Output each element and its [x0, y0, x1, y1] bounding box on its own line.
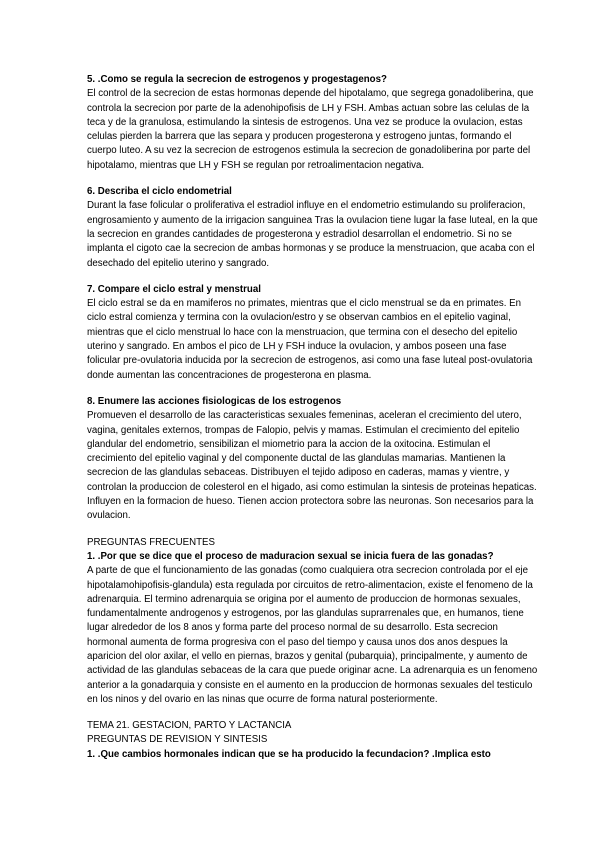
- question-8-answer: Promueven el desarrollo de las caracteristicas sexuales femeninas, aceleran el crecimiento del utero, vagina, genitales externos, trompas de Falopio, pelvis y mamas. Estimulan el crecimiento del epitelio glandular del endometrio, sensibilizan el miometrio para la accion de la oxitocina. Estimulan el crecimiento del epitelio vaginal y del componente ductal de las glandulas mamarias. Mantienen la secrecion de las glandulas sebaceas. Distribuyen el tejido adiposo en caderas, mamas y vientre, y controlan la produccion de colesterol en el higado, asi como estimulan la sintesis de proteinas hepaticas. Influyen en la formacion de hueso. Tienen accion protectora sobre las neuronas. Son necesarios para la ovulacion.: [87, 410, 537, 522]
- faq-section: [87, 536, 539, 708]
- question-6: [87, 185, 539, 271]
- question-5: [87, 73, 539, 173]
- question-5-title: 5. .Como se regula la secrecion de estrogenos y progestagenos?: [87, 74, 387, 85]
- question-6-title: 6. Describa el ciclo endometrial: [87, 186, 232, 198]
- faq-question-1-answer: A parte de que el funcionamiento de las gonadas (como cualquiera otra secrecion controlada por el eje hipotalamohipofisis-glandula) esta regulada por circuitos de retro-alimentacion, existe el fenomeno de la adrenarquia. El termino adrenarquia se origina por el aumento de produccion de hormonas sexuales, fundamentalmente androgenos y estrogenos, por las glandulas suprarrenales que, en humanos, tiene lugar alrededor de los 8 anos y forma parte del proceso normal de su desarrollo. Esta secrecion hormonal aumenta de forma progresiva con el paso del tiempo y causa unos dos anos despues la aparicion del olor axilar, el vello en piernas, brazos y genital (pubarquia), principalmente, y aumento de actividad de las glandulas sebaceas de la cara que puede originar acne. La adrenarquia es un fenomeno anterior a la gonadarquia y consiste en el aumento en la produccion de hormonas sexuales del testiculo en los ninos y del ovario en las ninas que ocurre de forma natural posteriormente.: [87, 565, 538, 705]
- question-7: [87, 283, 539, 383]
- tema-question-1-title: 1. .Que cambios hormonales indican que se ha producido la fecundacion? .Implica esto: [87, 748, 491, 760]
- tema-label: TEMA 21. GESTACION, PARTO Y LACTANCIA: [87, 720, 292, 732]
- tema-21-section: [87, 719, 539, 762]
- question-5-answer: El control de la secrecion de estas hormonas depende del hipotalamo, que segrega gonadoliberina, que controla la secrecion por parte de la adenohipofisis de LH y FSH. Ambas actuan sobre las celulas de la teca y de la granulosa, estimulando la sintesis de estrogenos. Una vez se produce la ovulacion, estas celulas pierden la barrera que las separa y producen progesterona y estrogeno juntas, formando el cuerpo luteo. A su vez la secrecion de estrogenos estimula la secrecion de gonadoliberina por parte del hipotalamo, mientras que LH y FSH se regulan por retroalimentacion negativa.: [87, 88, 534, 171]
- faq-label: PREGUNTAS FRECUENTES: [87, 536, 215, 548]
- question-8-title: 8. Enumere las acciones fisiologicas de los estrogenos: [87, 395, 342, 407]
- faq-question-1-title: 1. .Por que se dice que el proceso de maduracion sexual se inicia fuera de las gonadas?: [87, 550, 494, 562]
- question-7-title: 7. Compare el ciclo estral y menstrual: [87, 283, 261, 295]
- question-6-answer: Durant la fase folicular o proliferativa el estradiol influye en el endometrio estimulando su proliferacion, engrosamiento y aumento de la irrigacion sanguinea Tras la ovulacion tiene lugar la fase luteal, en la que la secrecion en grandes cantidades de progesterona y estradiol desarrollan el endometrio. Si no se implanta el cigoto cae la secrecion de ambas hormonas y se produce la menstruacion, que acaba con el desechado del epitelio uterino y sangrado.: [87, 200, 538, 269]
- question-7-answer: El ciclo estral se da en mamiferos no primates, mientras que el ciclo menstrual se da en primates. En ciclo estral comienza y termina con la ovulacion/estro y se observan cambios en el epitelio vaginal, mientras que el ciclo menstrual lo hace con la menstruacion, que termina con el desecho del epitelio uterino y sangrado. En ambos el pico de LH y FSH induce la ovulacion, y ambos poseen una fase folicular pre-ovulatoria inducida por la secrecion de estrogenos, asi como una fase luteal post-ovulatoria donde aumentan las concentraciones de progesterona en plasma.: [87, 298, 533, 381]
- revision-label: PREGUNTAS DE REVISION Y SINTESIS: [87, 734, 268, 746]
- question-8: [87, 395, 539, 524]
